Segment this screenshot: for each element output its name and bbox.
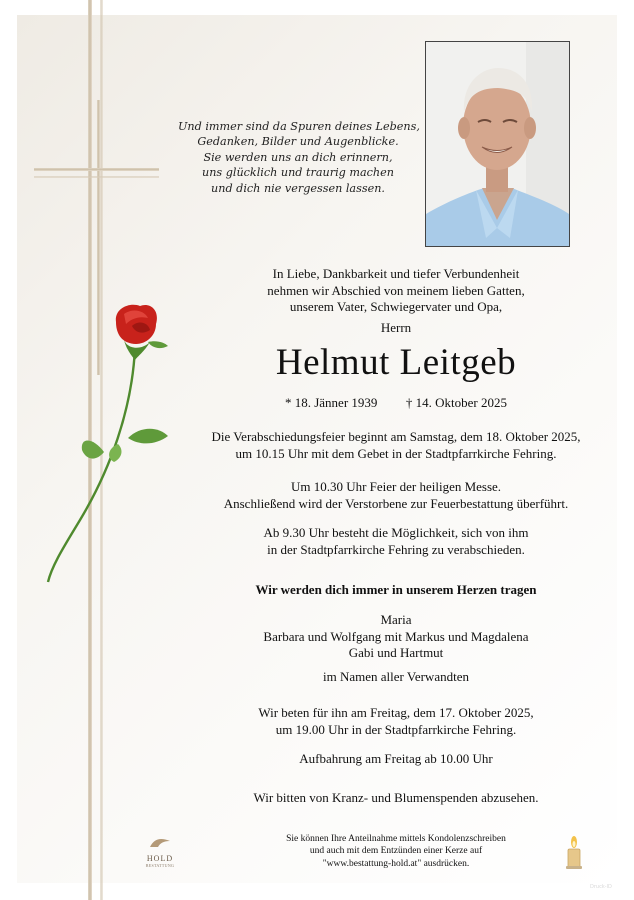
life-dates: [190, 395, 602, 411]
motto: [190, 582, 602, 599]
print-watermark: Druck-ID: [590, 884, 612, 890]
intro-line: In Liebe, Dankbarkeit und tiefer Verbundenheit: [272, 266, 520, 281]
mourner-line: Gabi und Hartmut: [348, 645, 444, 660]
footer-line: und auch mit dem Entzünden einer Kerze auf: [309, 846, 483, 857]
rose-leaf-2: [82, 440, 104, 458]
intro-line: unserem Vater, Schwiegervater und Opa,: [289, 299, 503, 314]
intro-text: [190, 266, 602, 316]
quote-line: uns glücklich und traurig machen: [202, 166, 394, 180]
quote-line: Gedanken, Bilder und Augenblicke.: [197, 135, 399, 149]
salutation-text: Herrn: [380, 320, 412, 335]
logo-text: HOLD: [146, 854, 174, 863]
ceremony-paragraph-1: [190, 429, 602, 462]
rose-icon: [40, 300, 170, 590]
ceremony-line: Ab 9.30 Uhr besteht die Möglichkeit, sich von ihm: [263, 525, 529, 540]
prayer-notice: [190, 705, 602, 738]
condolence-note: [230, 833, 562, 870]
logo-subtext: BESTATTUNG: [145, 863, 175, 868]
deceased-name: Helmut Leitgeb: [275, 342, 517, 383]
request-text: Wir bitten von Kranz- und Blumenspenden abzusehen.: [253, 790, 539, 805]
intro-line: nehmen wir Abschied von meinem lieben Gatten,: [267, 282, 525, 298]
portrait-photo: [425, 41, 570, 247]
rose-leaf-top: [148, 341, 168, 348]
logo-mark-icon: [148, 837, 172, 849]
ceremony-line: in der Stadtpfarrkirche Fehring zu verabschieden.: [267, 541, 525, 557]
ceremony-paragraph-3: [190, 525, 602, 558]
prayer-line: um 19.00 Uhr in der Stadtpfarrkirche Fehring.: [275, 721, 517, 737]
candle-icon: [563, 836, 585, 870]
ceremony-line: um 10.15 Uhr mit dem Gebet in der Stadtpfarrkirche Fehring.: [235, 445, 557, 461]
quote-line: Und immer sind da Spuren deines Lebens,: [178, 120, 420, 133]
footer-line: Sie können Ihre Anteilnahme mittels Kondolenzschreiben: [286, 834, 506, 844]
relatives-note: [190, 669, 602, 686]
mourner-line: Barbara und Wolfgang mit Markus und Magdalena: [263, 628, 529, 644]
rose-leaf-1: [128, 429, 168, 444]
relatives-text: im Namen aller Verwandten: [323, 669, 469, 684]
ceremony-paragraph-2: [190, 479, 602, 512]
quote-line: und dich nie vergessen lassen.: [211, 181, 385, 195]
rose-stem: [48, 348, 135, 582]
rose-leaf-3: [109, 444, 121, 462]
death-date: † 14. Oktober 2025: [405, 395, 508, 410]
ceremony-line: Anschließend wird der Verstorbene zur Feuerbestattung überführt.: [223, 495, 569, 511]
footer-line: "www.bestattung-hold.at" ausdrücken.: [322, 858, 470, 869]
salutation: [190, 320, 602, 337]
memorial-quote: [178, 119, 418, 196]
donation-request: [190, 790, 602, 807]
ceremony-line: Die Verabschiedungsfeier beginnt am Samstag, dem 18. Oktober 2025,: [211, 429, 581, 444]
mourners-list: [190, 612, 602, 662]
mourner-line: Maria: [380, 612, 412, 627]
birth-date: * 18. Jänner 1939: [284, 395, 378, 410]
quote-line: Sie werden uns an dich erinnern,: [203, 150, 393, 164]
hold-logo: [140, 836, 180, 868]
viewing-text: Aufbahrung am Freitag ab 10.00 Uhr: [299, 751, 493, 766]
viewing-notice: [190, 751, 602, 768]
ceremony-line: Um 10.30 Uhr Feier der heiligen Messe.: [290, 479, 502, 494]
motto-text: Wir werden dich immer in unserem Herzen tragen: [255, 582, 537, 597]
prayer-line: Wir beten für ihn am Freitag, dem 17. Oktober 2025,: [258, 705, 534, 720]
